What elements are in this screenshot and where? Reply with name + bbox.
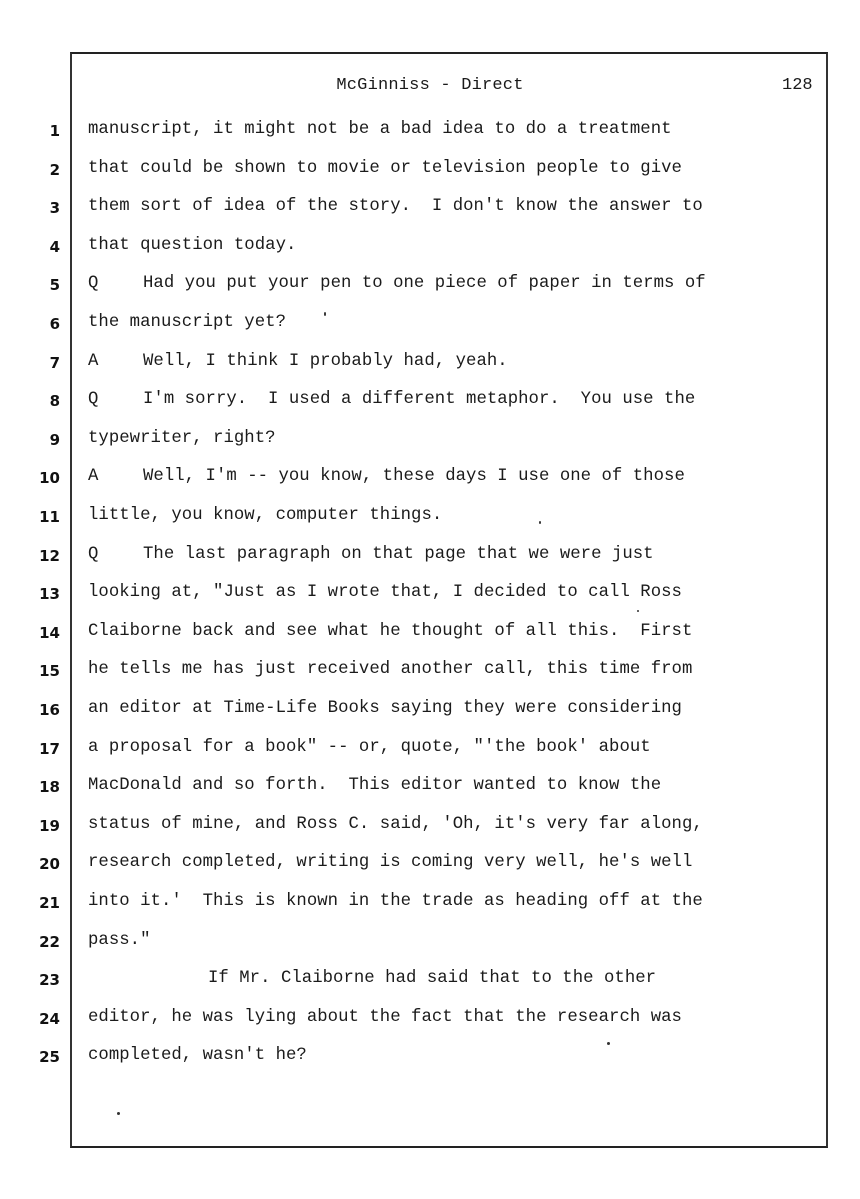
line-text: that question today. xyxy=(88,235,297,255)
transcript-line xyxy=(88,467,685,486)
line-text: he tells me has just received another call, this time from xyxy=(88,660,693,680)
line-text: completed, wasn't he? xyxy=(88,1046,307,1066)
transcript-line xyxy=(88,313,286,332)
line-text: The last paragraph on that page that we were just xyxy=(143,544,654,564)
line-number: 4 xyxy=(49,237,60,256)
transcript-line xyxy=(88,776,661,795)
line-number: 21 xyxy=(39,894,60,912)
line-text: Had you put your pen to one piece of paper in terms of xyxy=(143,274,706,294)
speaker-label: Q xyxy=(88,274,99,294)
speaker-label: A xyxy=(88,467,99,487)
line-number: 1 xyxy=(49,122,60,140)
line-text: looking at, "Just as I wrote that, I decided to call Ross xyxy=(88,583,682,603)
line-number: 7 xyxy=(49,353,60,372)
transcript-line xyxy=(88,545,654,564)
transcript-line xyxy=(88,892,703,911)
line-text: manuscript, it might not be a bad idea to do a treatment xyxy=(88,120,672,139)
line-text: Well, I'm -- you know, these days I use one of those xyxy=(143,467,685,487)
transcript-line xyxy=(88,853,692,872)
scan-speck xyxy=(607,1042,610,1045)
transcript-line xyxy=(88,429,276,448)
transcript-line xyxy=(88,622,692,641)
line-text: an editor at Time-Life Books saying they were considering xyxy=(88,699,682,718)
line-text: into it.' This is known in the trade as heading off at the xyxy=(88,892,703,911)
transcript-line xyxy=(88,699,682,718)
scan-speck xyxy=(637,610,639,612)
transcript-line xyxy=(88,1008,682,1027)
scan-speck xyxy=(539,521,541,524)
speaker-label: Q xyxy=(88,390,99,410)
scan-speck xyxy=(324,312,326,316)
line-text: pass." xyxy=(88,930,151,950)
transcript-line xyxy=(88,352,508,371)
line-text: little, you know, computer things. xyxy=(88,506,443,525)
line-number: 16 xyxy=(39,701,60,719)
transcript-line xyxy=(88,390,695,409)
line-number: 13 xyxy=(39,585,60,604)
speaker-label: Q xyxy=(88,544,99,564)
line-number: 18 xyxy=(39,778,60,797)
line-number: 11 xyxy=(39,508,60,526)
transcript-line xyxy=(88,583,682,602)
line-number: 12 xyxy=(39,546,60,565)
speaker-label: A xyxy=(88,351,99,371)
line-number: 9 xyxy=(49,430,60,449)
line-text: that could be shown to movie or television people to give xyxy=(88,158,682,178)
line-number: 14 xyxy=(39,623,60,642)
transcript-line xyxy=(88,120,672,139)
line-number: 5 xyxy=(49,276,60,295)
line-number: 2 xyxy=(49,160,60,179)
transcript-line xyxy=(88,969,656,988)
line-number: 19 xyxy=(39,816,60,835)
line-number: 3 xyxy=(49,199,60,218)
line-text: the manuscript yet? xyxy=(88,313,286,332)
line-number: 24 xyxy=(39,1009,60,1028)
line-text: I'm sorry. I used a different metaphor. You use the xyxy=(143,390,696,410)
line-text: research completed, writing is coming very well, he's well xyxy=(88,853,693,873)
page-number: 128 xyxy=(782,76,813,95)
transcript-line xyxy=(88,159,682,178)
line-text: Well, I think I probably had, yeah. xyxy=(143,351,508,371)
line-text: typewriter, right? xyxy=(88,428,276,448)
line-text: a proposal for a book" -- or, quote, "'the book' about xyxy=(88,737,651,757)
transcript-line xyxy=(88,506,442,525)
line-text: MacDonald and so forth. This editor wanted to know the xyxy=(88,776,662,796)
line-text: status of mine, and Ross C. said, 'Oh, it's very far along, xyxy=(88,814,703,834)
transcript-line xyxy=(88,197,703,216)
line-number: 23 xyxy=(39,971,60,990)
transcript-line xyxy=(88,815,703,834)
transcript-line xyxy=(88,660,692,679)
line-text: editor, he was lying about the fact that the research was xyxy=(88,1007,682,1027)
transcript-line xyxy=(88,738,651,757)
page-header-title: McGinniss - Direct xyxy=(336,76,524,95)
line-number: 17 xyxy=(39,739,60,758)
scan-speck xyxy=(117,1112,120,1115)
line-number: 6 xyxy=(49,315,60,333)
line-text: them sort of idea of the story. I don't know the answer to xyxy=(88,197,703,217)
transcript-line xyxy=(88,274,706,293)
line-number: 10 xyxy=(39,469,60,488)
line-number: 8 xyxy=(49,392,60,411)
line-number: 15 xyxy=(39,662,60,681)
line-number: 22 xyxy=(39,932,60,951)
line-number: 25 xyxy=(39,1048,60,1067)
line-number: 20 xyxy=(39,855,60,874)
transcript-line xyxy=(88,236,296,255)
transcript-line xyxy=(88,931,151,950)
line-text: If Mr. Claiborne had said that to the other xyxy=(208,969,657,989)
transcript-line xyxy=(88,1046,307,1065)
line-text: Claiborne back and see what he thought of all this. First xyxy=(88,621,693,641)
